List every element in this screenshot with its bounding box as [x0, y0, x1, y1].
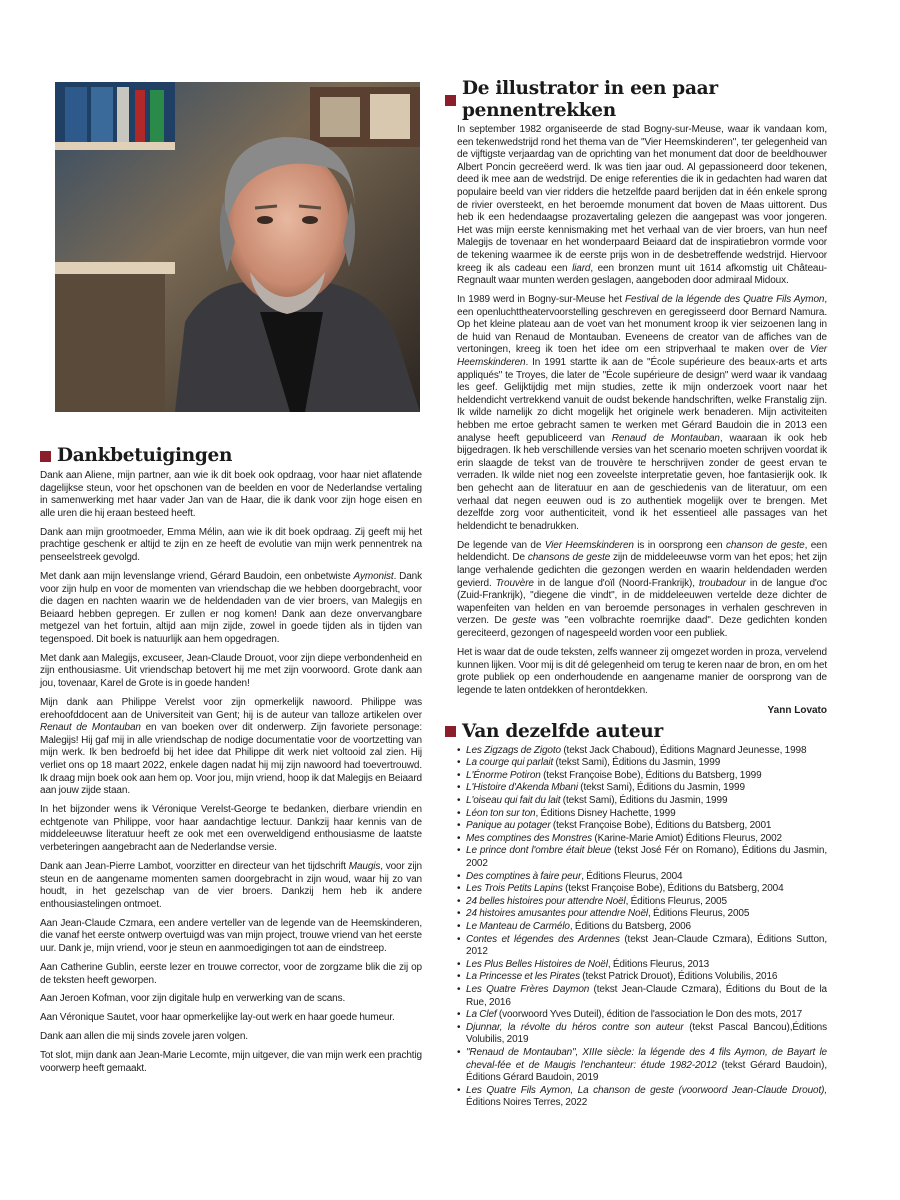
author-photo	[55, 82, 420, 412]
bibliography-item: • Le Manteau de Carmélo, Éditions du Batsberg, 2006	[457, 921, 827, 934]
acknowledgement-paragraph: Aan Jeroen Kofman, voor zijn digitale hulp en verwerking van de scans.	[40, 993, 346, 1005]
acknowledgement-paragraph: Tot slot, mijn dank aan Jean-Marie Lecomte, mijn uitgever, die van mijn werk een prachtig voorwerp heeft gemaakt.	[40, 1050, 422, 1075]
bibliography-item: • Des comptines à faire peur, Éditions Fleurus, 2004	[457, 871, 827, 884]
acknowledgement-paragraph: Dank aan allen die mij sinds zovele jaren volgen.	[40, 1031, 248, 1043]
bibliography-item: • L'oiseau qui fait du lait (tekst Sami), Éditions du Jasmin, 1999	[457, 795, 827, 808]
bibliography-item: • Les Trois Petits Lapins (tekst Françoise Bobe), Éditions du Batsberg, 2004	[457, 883, 827, 896]
author-portrait-image	[55, 82, 420, 412]
acknowledgement-paragraph: Aan Véronique Sautet, voor haar opmerkelijke lay-out werk en haar goede humeur.	[40, 1012, 395, 1024]
italic-title: Aymonist	[353, 570, 394, 582]
bibliography-item: • La courge qui parlait (tekst Sami), Éditions du Jasmin, 1999	[457, 757, 827, 770]
heading-square-icon	[40, 451, 51, 462]
italic-title: L'oiseau qui fait du lait	[466, 795, 561, 807]
italic-title: Maugis	[348, 860, 381, 872]
right-column	[445, 78, 827, 1110]
italic-title: Renaut de Montauban	[40, 722, 141, 734]
acknowledgement-paragraph: Aan Catherine Gublin, eerste lezer en trouwe corrector, voor de zorgzame blik die zij op de teksten heeft geworpen.	[40, 961, 422, 986]
bibliography-item: • La Princesse et les Pirates (tekst Patrick Drouot), Éditions Volubilis, 2016	[457, 971, 827, 984]
acknowledgement-paragraph: Met dank aan mijn levenslange vriend, Gérard Baudoin, een onbetwiste Aymonist. Dank voor zijn hulp en voor de momenten van vriendschap die we hebben doorgebracht, voor die dagen en nachten waarin we de heldendaden van de vier broers, van Malegijs en Beiaard hebben gepregen. Er zullen er nog komen! Dank aan deze onvervangbare metgezel van het fortuin, altijd aan mijn zijde, zowel in goede tijden als in tijden van tegenspoed. Dit boek is natuurlijk aan hem opgedragen.	[40, 570, 422, 645]
italic-title: Le prince dont l'ombre était bleue	[466, 845, 612, 857]
bibliography-item: • 24 belles histoires pour attendre Noël, Éditions Fleurus, 2005	[457, 896, 827, 909]
italic-title: Trouvère	[495, 577, 534, 589]
italic-title: Vier Heemskinderen	[457, 344, 827, 369]
illustrator-paragraph: In 1989 werd in Bogny-sur-Meuse het Festival de la légende des Quatre Fils Aymon, een openluchttheatervoorstelling geschreven en geregisseerd door Bernard Namura. Op het kleine plateau aan de voet van het monument kroop ik vier seizoenen lang in de huid van Renaud de Montauban. Eveneens de creator van de affiches van de vertoningen, kreeg ik toen het idee om een stripverhaal te maken over de Vier Heemskinderen. In 1991 startte ik aan de "École supérieure des beaux-arts et arts appliqués" te Troyes, die later de "École supérieure de design" werd waar ik vandaag les geef. Gelijktijdig met mijn studies, zette ik mijn onderzoek voort naar het heldendicht vertrekkend vanuit de oudst bekende handschriften, welke Franstalig zijn. Ik wilde namelijk zo dicht mogelijk het originele werk benaderen. Mijn activiteiten hebben me ertoe gebracht samen te werken met Gérard Baudoin die in 2013 een analyse heeft gepubliceerd van Renaud de Montauban, waaraan ik ook heb bijgedragen. Ik heb verschillende versies van het scenario moeten schrijven voordat ik erin slaagde de tekst van de trouvère te herschrijven zonder de geest ervan te verraden. Ik wilde niet nog een zoveelste interpretatie geven, hoe fantasierijk ook. Ik ben gehecht aan de literatuur en aan de geschiedenis van de literatuur, om een verhaal dat negen eeuwen oud is zo authentiek mogelijk over te brengen. Met dezelfde zorg voor authenticiteit, vond ik het essentieel alle passages van het heldendicht te benadrukken.	[457, 294, 827, 532]
italic-title: Vier Heemskinderen	[544, 539, 634, 551]
bibliography-item: • La Clef (voorwoord Yves Duteil), édition de l'association le Don des mots, 2017	[457, 1009, 827, 1022]
acknowledgements-text	[40, 470, 422, 1076]
italic-title: Les Zigzags de Zigoto	[466, 744, 561, 756]
acknowledgements-heading	[40, 445, 422, 467]
bibliography-item: • Contes et légendes des Ardennes (tekst Jean-Claude Czmara), Éditions Sutton, 2012	[457, 934, 827, 959]
italic-title: La courge qui parlait	[466, 757, 554, 769]
bibliography-item: • Les Plus Belles Histoires de Noël, Éditions Fleurus, 2013	[457, 959, 827, 972]
bibliography-item: • L'Énorme Potiron (tekst Françoise Bobe), Éditions du Batsberg, 1999	[457, 770, 827, 783]
bibliography-item: • Les Zigzags de Zigoto (tekst Jack Chaboud), Éditions Magnard Jeunesse, 1998	[457, 745, 827, 758]
italic-title: 24 belles histoires pour attendre Noël	[466, 895, 626, 907]
author-signature: Yann Lovato	[767, 704, 827, 716]
bibliography-item: • L'Histoire d'Akenda Mbani (tekst Sami), Éditions du Jasmin, 1999	[457, 782, 827, 795]
acknowledgement-paragraph: Met dank aan Malegijs, excuseer, Jean-Claude Drouot, voor zijn diepe verbondenheid en zijn enthousiasme. Uit vriendschap betovert hij me met zijn voorwoord. Grote dank aan jou, tovenaar, Karel de Grote is in goede handen!	[40, 652, 422, 690]
illustrator-paragraph: Het is waar dat de oude teksten, zelfs wanneer zij omgezet worden in proza, vervelend kunnen lijken. Voor mij is dit dé gelegenheid om terug te keren naar de bron, en om het grote publiek op een onderhoudende en aangename manier de oorsprong van de legende te laten ontdekken of herontdekken.	[457, 646, 827, 696]
italic-title: Contes et légendes des Ardennes	[466, 933, 620, 945]
italic-title: Des comptines à faire peur	[466, 870, 582, 882]
acknowledgement-paragraph: Dank aan Aliene, mijn partner, aan wie ik dit boek ook opdraag, voor haar niet aflatende dagelijkse steun, voor het opschonen van de beelden en voor de Nederlandse vertaling in samenwerking met haar vader Jan van de Haar, die ik dank voor zijn hoge eisen en alle uren die hij eraan besteed heeft.	[40, 470, 422, 519]
heading-square-icon	[445, 726, 456, 737]
italic-title: L'Histoire d'Akenda Mbani	[466, 782, 578, 794]
illustrator-text	[445, 124, 827, 697]
bibliography-list	[445, 745, 827, 1110]
italic-title: Les Trois Petits Lapins	[466, 883, 563, 895]
left-column	[40, 82, 422, 1082]
italic-title: Panique au potager	[466, 820, 551, 832]
italic-title: L'Énorme Potiron	[466, 769, 541, 781]
bibliography-item: • Les Quatre Frères Daymon (tekst Jean-Claude Czmara), Éditions du Bout de la Rue, 2016	[457, 984, 827, 1009]
bibliography-item: • 24 histoires amusantes pour attendre Noël, Éditions Fleurus, 2005	[457, 908, 827, 921]
bibliography-title: Van dezelfde auteur	[462, 720, 663, 742]
italic-title: La Clef	[466, 1009, 497, 1021]
bibliography-item: • Mes comptines des Monstres (Karine-Marie Amiot) Éditions Fleurus, 2002	[457, 833, 827, 846]
bibliography-heading	[445, 721, 827, 743]
italic-title: troubadour	[698, 577, 746, 589]
heading-square-icon	[445, 95, 456, 106]
italic-title: "Renaud de Montauban", XIIIe siècle: la légende des 4 fils Aymon, de Bayart le cheval-fée et de Maugis l'enchanteur: étude 1982-2012	[466, 1046, 827, 1071]
bibliography-item: • Le prince dont l'ombre était bleue (tekst José Fér on Romano), Éditions du Jasmin, 2002	[457, 845, 827, 870]
illustrator-paragraph: In september 1982 organiseerde de stad Bogny-sur-Meuse, waar ik vandaan kom, een tekenwedstrijd rond het thema van de "Vier Heemskinderen", ter gelegenheid van de vijftigste verjaardag van de oprichting van het monument dat door de beeldhouwer Albert Poncin gecreëerd werd. Ik was tien jaar oud. Al gepassioneerd door tekenen, deed ik mee aan de wedstrijd. De enige referenties die ik in gedachten had waren dat populaire beeld van vier ridders die hetzelfde paard berijden dat in één enkele sprong de rivier oversteekt, en het beroemde monument dat boven de Maas uittorent. Dus heb ik een hedendaagse prozavertaling gelezen die aangepast was voor jongeren. Het was mijn eerste kennismaking met het verhaal van de vier broers, van hun neef Malegijs de tovenaar en het wonderpaard Beiaard dat de inspiratiebron vormde voor de tekening waarmee ik de eerste prijs won in de desbetreffende wedstrijd. Hiervoor kreeg ik als cadeau een liard, een bronzen munt uit 1614 afkomstig uit Château-Regnault waar munten werden geslagen, aangeboden door admiraal Midoux.	[457, 124, 827, 287]
italic-title: Festival de la légende des Quatre Fils Aymon	[625, 294, 825, 306]
italic-title: Le Manteau de Carmélo	[466, 921, 570, 932]
italic-title: chanson de geste	[725, 539, 805, 551]
bibliography-item: • Léon ton sur ton, Éditions Disney Hachette, 1999	[457, 808, 827, 821]
bibliography-item: • Les Quatre Fils Aymon, La chanson de geste (voorwoord Jean-Claude Drouot), Éditions Noires Terres, 2022	[457, 1085, 827, 1110]
acknowledgement-paragraph: Aan Jean-Claude Czmara, een andere verteller van de legende van de Heemskinderen, die vanaf het eerste ontwerp overtuigd was van mijn project, trouwe vriend van het eerste uur. Dank je, mijn vriend, voor je steun en aanmoedigingen tot aan de eindstreep.	[40, 917, 422, 954]
illustrator-paragraph: De legende van de Vier Heemskinderen is in oorsprong een chanson de geste, een heldendicht. De chansons de geste zijn de middeleeuwse vorm van het epos; het zijn lange verhalende gedichten die gezongen werden en waarin heldendaden werden gevierd. Trouvère in de langue d'oïl (Noord-Frankrijk), troubadour in de langue d'oc (Zuid-Frankrijk), "diegene die vindt", in de middeleeuwen vertelde deze dichter de wapenfeiten van helden en van beroemde personages in verhalen geschreven in verzen. De geste was "een volbrachte roemrijke daad". Deze gedichten konden gereciteerd, gezongen of nagespeeld worden voor een publiek.	[457, 539, 828, 639]
italic-title: La Princesse et les Pirates	[466, 971, 580, 983]
italic-title: Les Quatre Fils Aymon, La chanson de geste (voorwoord Jean-Claude Drouot),	[466, 1084, 827, 1096]
bibliography-item: • Djunnar, la révolte du héros contre son auteur (tekst Pascal Bancou),Éditions Volubilis, 2019	[457, 1022, 827, 1047]
illustrator-title: De illustrator in een paar pennentrekken	[462, 78, 718, 121]
acknowledgement-paragraph: Mijn dank aan Philippe Verelst voor zijn opmerkelijk nawoord. Philippe was erehoofddocent aan de Universiteit van Gent; hij is de auteur van talloze artikelen over Renaut de Montauban en van boeken over dit onderwerp. Zijn favoriete personage: Malegijs! Hij gaf mij in alle vriendschap de nodige documentatie voor de voortzetting van mijn werk. Ik ben bedroefd bij het idee dat Philippe dit werk niet voltooid zal zien. Hij verliet ons op 18 maart 2022, enkele dagen nadat hij mij zijn nawoord had toevertrouwd. Ik draag mijn boek ook aan hem op. Voor jou, mijn vriend, hoop ik dat Malegijs en Beiaard aan jouw zijde staan.	[40, 697, 422, 797]
italic-title: Mes comptines des Monstres	[466, 832, 593, 844]
bibliography-item: • Panique au potager (tekst Françoise Bobe), Éditions du Batsberg, 2001	[457, 820, 827, 833]
italic-title: liard	[572, 262, 591, 274]
italic-title: Djunnar, la révolte du héros contre son auteur	[466, 1021, 684, 1033]
italic-title: Renaud de Montauban	[611, 432, 720, 444]
acknowledgements-title: Dankbetuigingen	[57, 445, 233, 466]
italic-title: geste	[512, 615, 537, 627]
italic-title: Les Quatre Frères Daymon	[466, 983, 590, 995]
acknowledgement-paragraph: Dank aan Jean-Pierre Lambot, voorzitter en directeur van het tijdschrift Maugis, voor zijn steun en de aangename momenten samen doorgebracht in zijn woud, waar hij zo van houdt, in het gezelschap van de vier broers. Dankzij hem heb ik andere enthousiastelingen ontmoet.	[40, 860, 423, 910]
italic-title: chansons de geste	[527, 552, 611, 564]
bibliography-item: • "Renaud de Montauban", XIIIe siècle: la légende des 4 fils Aymon, de Bayart le cheval-fée et de Maugis l'enchanteur: étude 1982-2012 (tekst Gérard Baudoin), Éditions Gérard Baudoin, 2019	[457, 1047, 827, 1085]
italic-title: Léon ton sur ton	[466, 807, 536, 819]
acknowledgement-paragraph: Dank aan mijn grootmoeder, Emma Mélin, aan wie ik dit boek opdraag. Zij geeft mij het prachtige geschenk er altijd te zijn en ze heeft de evolutie van mijn werk pennentrek na penseelstreek gevolgd.	[40, 526, 422, 563]
italic-title: 24 histoires amusantes pour attendre Noël	[466, 908, 649, 920]
italic-title: Les Plus Belles Histoires de Noël	[466, 958, 608, 970]
illustrator-heading	[445, 78, 827, 122]
acknowledgement-paragraph: In het bijzonder wens ik Véronique Verelst-George te bedanken, dierbare vriendin en echtgenote van Philippe, voor haar aandachtige lectuur. Dankzij haar kennis van de middeleeuwse literatuur heeft ze ook met een overweldigend enthousiasme de laatste verbeteringen aangebracht aan de Nederlandse versie.	[40, 804, 422, 853]
